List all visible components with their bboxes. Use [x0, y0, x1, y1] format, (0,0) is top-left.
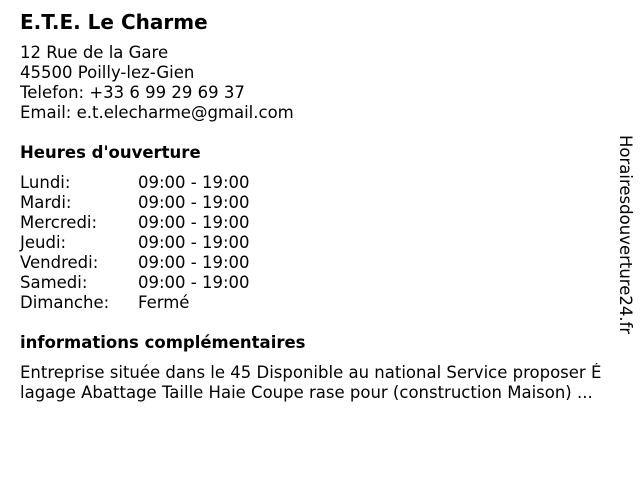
business-card	[20, 10, 620, 403]
additional-info-line-2: lagage Abattage Taille Haie Coupe rase pour (construction Maison) ...	[20, 383, 593, 402]
hours-time: 09:00 - 19:00	[138, 173, 250, 192]
hours-time: 09:00 - 19:00	[138, 213, 250, 232]
hours-time: Fermé	[138, 293, 190, 312]
hours-time: 09:00 - 19:00	[138, 253, 250, 272]
address-city: 45500 Poilly-lez-Gien	[20, 63, 195, 82]
hours-day: Samedi:	[20, 273, 88, 292]
hours-day: Jeudi:	[20, 233, 67, 252]
phone-number: Telefon: +33 6 99 29 69 37	[20, 83, 245, 102]
hours-row-tuesday	[20, 193, 620, 213]
hours-day: Dimanche:	[20, 293, 110, 312]
additional-info-line-1: Entreprise située dans le 45 Disponible au national Service proposer É	[20, 363, 602, 382]
watermark-text: Horairesdouverture24.fr	[616, 135, 635, 335]
hours-time: 09:00 - 19:00	[138, 233, 250, 252]
hours-row-wednesday	[20, 213, 620, 233]
hours-day: Mercredi:	[20, 213, 98, 232]
hours-row-thursday	[20, 233, 620, 253]
hours-row-saturday	[20, 273, 620, 293]
hours-day: Vendredi:	[20, 253, 99, 272]
address-street: 12 Rue de la Gare	[20, 43, 169, 62]
hours-time: 09:00 - 19:00	[138, 273, 250, 292]
opening-hours-table	[20, 173, 620, 313]
hours-row-friday	[20, 253, 620, 273]
site-watermark	[612, 135, 636, 345]
additional-info-heading: informations complémentaires	[20, 333, 306, 352]
hours-day: Lundi:	[20, 173, 71, 192]
email-address: Email: e.t.elecharme@gmail.com	[20, 103, 294, 122]
business-name: E.T.E. Le Charme	[20, 10, 208, 34]
opening-hours-heading: Heures d'ouverture	[20, 143, 201, 162]
hours-day: Mardi:	[20, 193, 72, 212]
hours-row-sunday	[20, 293, 620, 313]
hours-time: 09:00 - 19:00	[138, 193, 250, 212]
hours-row-monday	[20, 173, 620, 193]
